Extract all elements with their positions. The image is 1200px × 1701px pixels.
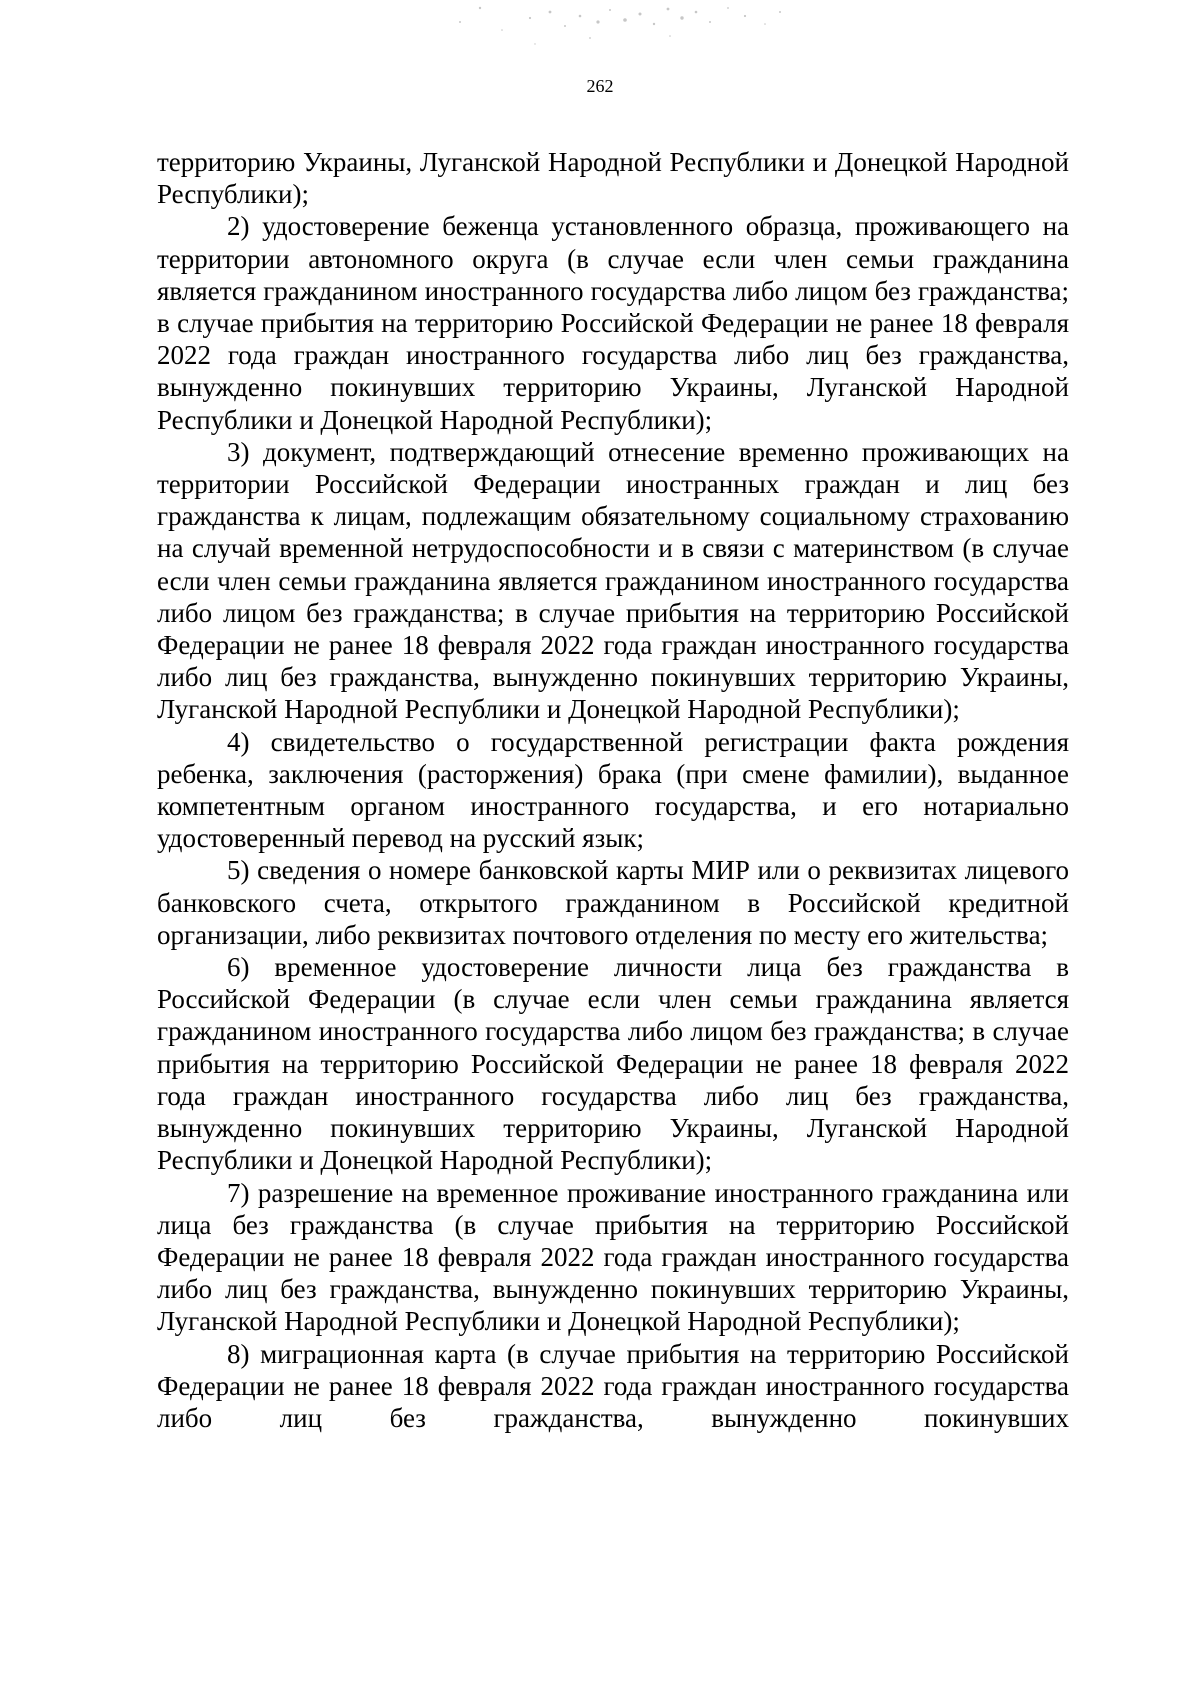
paragraph-item-6: 6) временное удостоверение личности лица без гражданства в Российской Федерации (в случае если член семьи гражданина является гражданином иностранного государства либо лицом без гражданства; в случае прибытия на территорию Российской Федерации не ранее 18 февраля 2022 года граждан иностранного государства либо лиц без гражданства, вынужденно покинувших территорию Украины, Луганской Народной Республики и Донецкой Народной Республики); xyxy=(157,952,1069,1176)
paragraph-item-5: 5) сведения о номере банковской карты МИР или о реквизитах лицевого банковского счета, открытого гражданином в Российской кредитной организации, либо реквизитах почтового отделения по месту его жительства; xyxy=(157,855,1069,950)
paragraph-item-4: 4) свидетельство о государственной регистрации факта рождения ребенка, заключения (расторжения) брака (при смене фамилии), выданное компетентным органом иностранного государства, и его нотариально удостоверенный перевод на русский язык; xyxy=(157,726,1069,854)
paragraph-item-8: 8) миграционная карта (в случае прибытия на территорию Российской Федерации не ранее 18 февраля 2022 года граждан иностранного государства либо лиц без гражданства, вынужденно покинувших xyxy=(157,1338,1069,1433)
document-body xyxy=(157,146,1069,1434)
page-number: 262 xyxy=(586,76,614,96)
paragraph-item-2: 2) удостоверение беженца установленного образца, проживающего на территории автономного округа (в случае если член семьи гражданина является гражданином иностранного государства либо лицом без гражданства; в случае прибытия на территорию Российской Федерации не ранее 18 февраля 2022 года граждан иностранного государства либо лиц без гражданства, вынужденно покинувших территорию Украины, Луганской Народной Республики и Донецкой Народной Республики); xyxy=(157,211,1069,435)
scan-noise-decoration xyxy=(440,0,800,60)
paragraph-continuation: территорию Украины, Луганской Народной Республики и Донецкой Народной Республики); xyxy=(157,147,1069,210)
paragraph-item-7: 7) разрешение на временное проживание иностранного гражданина или лица без гражданства (в случае прибытия на территорию Российской Федерации не ранее 18 февраля 2022 года граждан иностранного государства либо лиц без гражданства, вынужденно покинувших территорию Украины, Луганской Народной Республики и Донецкой Народной Республики); xyxy=(157,1177,1069,1337)
paragraph-item-3: 3) документ, подтверждающий отнесение временно проживающих на территории Российской Федерации иностранных граждан и лиц без гражданства к лицам, подлежащим обязательному социальному страхованию на случай временной нетрудоспособности и в связи с материнством (в случае если член семьи гражданина является гражданином иностранного государства либо лицом без гражданства; в случае прибытия на территорию Российской Федерации не ранее 18 февраля 2022 года граждан иностранного государства либо лиц без гражданства, вынужденно покинувших территорию Украины, Луганской Народной Республики и Донецкой Народной Республики); xyxy=(157,436,1069,725)
